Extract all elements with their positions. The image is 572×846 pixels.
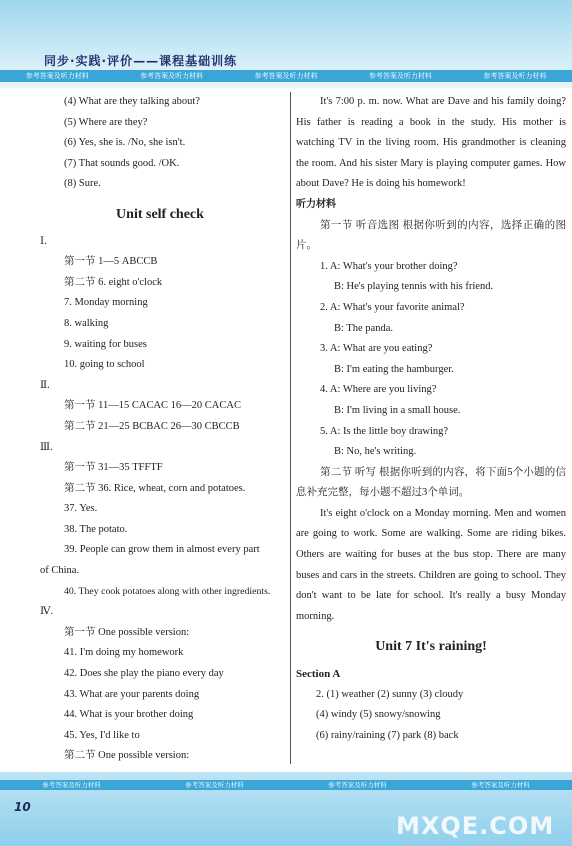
answer-line: 10. going to school: [64, 359, 145, 371]
answer-line: 第二节 6. eight o'clock: [64, 276, 163, 288]
column-divider: [290, 92, 291, 764]
answer-line: 44. What is your brother doing: [64, 709, 194, 721]
passage-paragraph: It's 7:00 p. m. now. What are Dave and his family doing? His father is reading a book in the study. His mother is watching TV in the living room. His grandmother is cleaning the room. And his sister Mary is playing computer games. How about Dave? He is doing his homework!: [296, 96, 566, 190]
dialog-line: B: I'm eating the hamburger.: [334, 363, 454, 375]
answer-line: 8. walking: [64, 317, 109, 329]
answer-line: 42. Does she play the piano every day: [64, 668, 224, 680]
answer-line: 第一节 One possible version:: [64, 626, 190, 638]
book-title: 同步·实践·评价——课程基础训练: [44, 54, 238, 68]
answer-line: (6) rainy/raining (7) park (8) back: [316, 729, 459, 741]
answer-line: 38. The potato.: [64, 523, 128, 535]
answer-line: 7. Monday morning: [64, 297, 148, 309]
dialog-line: B: He's playing tennis with his friend.: [334, 281, 494, 293]
answer-line: (7) That sounds good. /OK.: [64, 157, 180, 169]
header-strip: [0, 70, 572, 82]
answer-line: 45. Yes, I'd like to: [64, 729, 140, 741]
header-strip-text: 参考答案及听力材料: [25, 72, 89, 80]
dialog-line: 3. A: What are you eating?: [320, 343, 433, 355]
answer-line: 第一节 11—15 CACAC 16—20 CACAC: [64, 400, 241, 412]
section-numeral: Ⅱ.: [40, 379, 50, 391]
dialog-line: 4. A: Where are you living?: [320, 384, 437, 396]
footer-strip-text: 参考答案及听力材料: [42, 781, 101, 789]
answer-line: 第一节 31—35 TFFTF: [64, 462, 163, 474]
answer-line: 41. I'm doing my homework: [64, 647, 184, 659]
dialog-line: 2. A: What's your favorite animal?: [320, 301, 465, 313]
footer-strip: [0, 780, 572, 790]
answer-line: of China.: [40, 565, 80, 577]
header-strip-text: 参考答案及听力材料: [368, 72, 432, 80]
page-number: 10: [14, 800, 31, 814]
dialog-line: B: The panda.: [334, 322, 394, 334]
right-column: [296, 92, 566, 746]
footer-strip-text: 参考答案及听力材料: [185, 781, 244, 789]
dialog-line: B: No, he's writing.: [334, 446, 417, 458]
unit-title: Unit self check: [116, 206, 204, 222]
section-numeral: Ⅳ.: [40, 606, 54, 618]
answer-line: (5) Where are they?: [64, 116, 148, 128]
answer-line: 40. They cook potatoes along with other ingredients.: [64, 585, 271, 597]
answer-line: (4) What are they talking about?: [64, 96, 200, 107]
section-numeral: Ⅰ.: [40, 235, 47, 247]
answer-line: 39. People can grow them in almost every part: [64, 544, 260, 556]
left-column: [40, 92, 280, 767]
header-strip-text: 参考答案及听力材料: [483, 72, 547, 80]
header-strip-text: 参考答案及听力材料: [254, 72, 318, 80]
dialog-line: B: I'm living in a small house.: [334, 404, 461, 416]
section-numeral: Ⅲ.: [40, 441, 53, 453]
answer-line: (6) Yes, she is. /No, she isn't.: [64, 137, 186, 149]
listening-section-1: 第一节 听音选图 根据你听到的内容，选择正确的图片。: [296, 219, 566, 252]
answer-line: 37. Yes.: [64, 503, 98, 515]
unit-title: Unit 7 It's raining!: [375, 639, 487, 655]
section-title: Section A: [296, 668, 341, 681]
page-header: [0, 0, 572, 88]
answer-line: 第一节 1—5 ABCCB: [64, 256, 158, 268]
header-strip-text: 参考答案及听力材料: [140, 72, 204, 80]
footer-strip-text: 参考答案及听力材料: [471, 781, 530, 789]
answer-line: 9. waiting for buses: [64, 338, 147, 350]
answer-line: 第二节 One possible version:: [64, 750, 190, 762]
answer-line: (4) windy (5) snowy/snowing: [316, 709, 441, 721]
listening-section-2: 第二节 听写 根据你听到的内容，将下面5个小题的信息补充完整，每小题不超过3个单词。: [296, 466, 566, 499]
answer-line: 43. What are your parents doing: [64, 688, 200, 700]
answer-line: (8) Sure.: [64, 178, 101, 190]
passage-paragraph: It's eight o'clock on a Monday morning. Men and women are going to work. Some are walking. Some are riding bikes. Others are waiting for buses at the bus stop. There are many buses and cars in the streets. Children are going to school. They don't want to be late for school. It's really a busy Monday morning.: [296, 507, 566, 622]
answer-line: 第二节 21—25 BCBAC 26—30 CBCCB: [64, 420, 240, 432]
answer-line: 2. (1) weather (2) sunny (3) cloudy: [316, 688, 464, 700]
listening-heading: 听力材料: [296, 198, 336, 210]
footer-strip-text: 参考答案及听力材料: [328, 781, 387, 789]
answer-line: 第二节 36. Rice, wheat, corn and potatoes.: [64, 482, 246, 494]
dialog-line: 5. A: Is the little boy drawing?: [320, 425, 449, 437]
watermark: MXQE.COM: [396, 812, 555, 840]
dialog-line: 1. A: What's your brother doing?: [320, 260, 458, 272]
